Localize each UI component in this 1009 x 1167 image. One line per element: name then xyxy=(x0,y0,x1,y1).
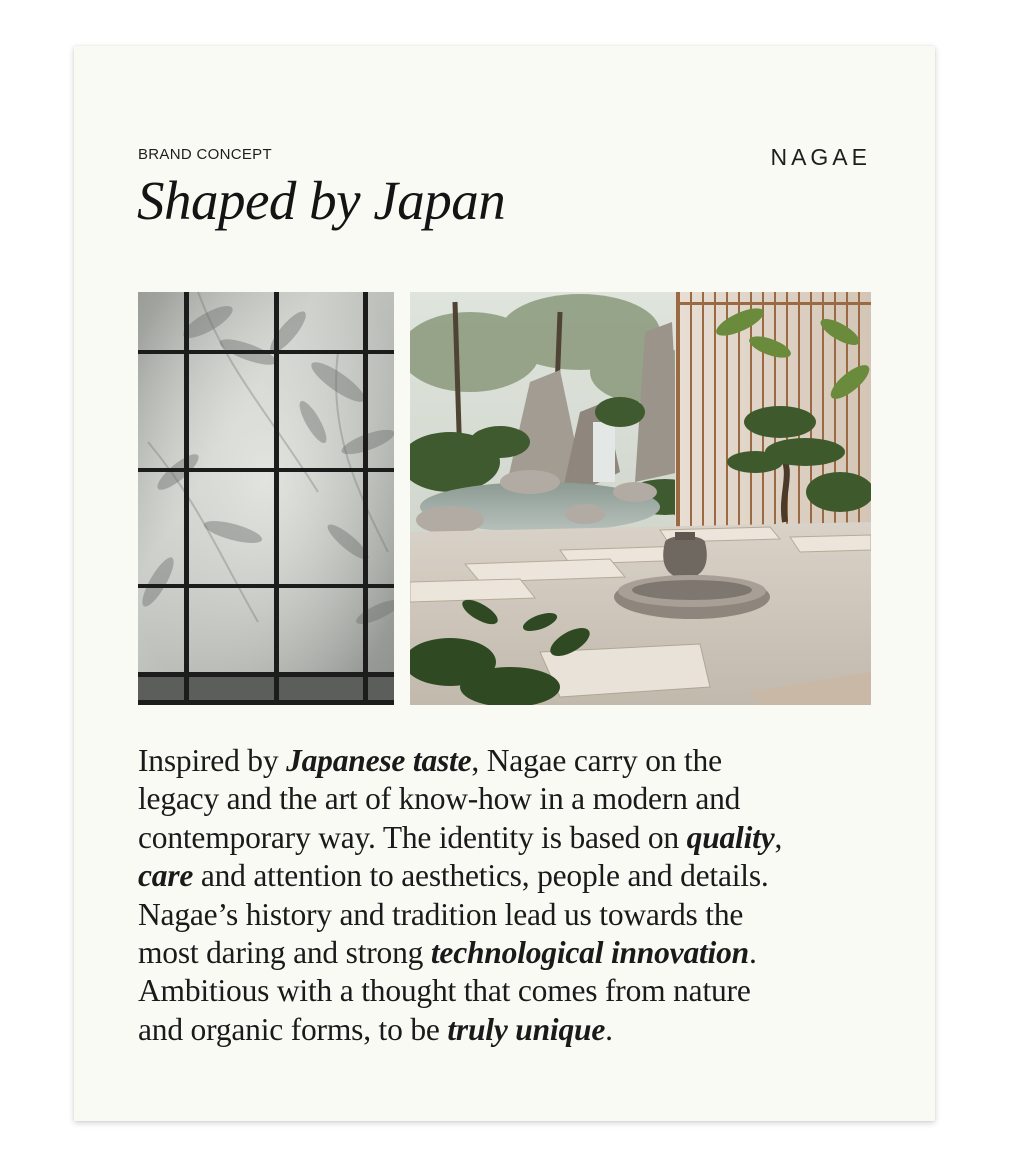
text-segment: and attention to aesthetics, people and details. xyxy=(193,858,769,894)
text-line: Nagae’s history and tradition lead us towards the xyxy=(138,896,744,932)
emphasis-quality: quality xyxy=(686,819,775,855)
zen-garden-image xyxy=(410,292,871,705)
text-line xyxy=(138,742,878,780)
emphasis-truly-unique: truly unique xyxy=(447,1011,606,1047)
brand-concept-page xyxy=(74,46,935,1121)
text-segment: most daring and strong xyxy=(138,935,431,971)
section-eyebrow: BRAND CONCEPT xyxy=(138,146,272,163)
emphasis-japanese-taste: Japanese taste xyxy=(286,743,472,778)
text-segment: contemporary way. The identity is based on xyxy=(138,819,687,855)
text-segment: , xyxy=(774,819,783,855)
emphasis-care: care xyxy=(138,858,194,894)
text-line: Ambitious with a thought that comes from nature xyxy=(138,973,751,1009)
text-line xyxy=(138,1011,878,1049)
text-line: legacy and the art of know-how in a modern and xyxy=(138,781,741,817)
text-line xyxy=(138,934,878,972)
page-title: Shaped by Japan xyxy=(137,170,506,231)
brand-logo: NAGAE xyxy=(770,144,871,170)
text-segment: , Nagae carry on the xyxy=(471,743,722,778)
shoji-window-shadow-image xyxy=(138,292,394,705)
text-line xyxy=(138,857,878,895)
text-segment: Inspired by xyxy=(138,743,287,778)
brand-description xyxy=(138,742,878,1049)
text-segment: . xyxy=(748,935,757,971)
text-line xyxy=(138,819,878,857)
text-segment: and organic forms, to be xyxy=(138,1011,448,1047)
emphasis-technological-innovation: technological innovation xyxy=(430,935,749,971)
text-segment: . xyxy=(605,1011,613,1047)
